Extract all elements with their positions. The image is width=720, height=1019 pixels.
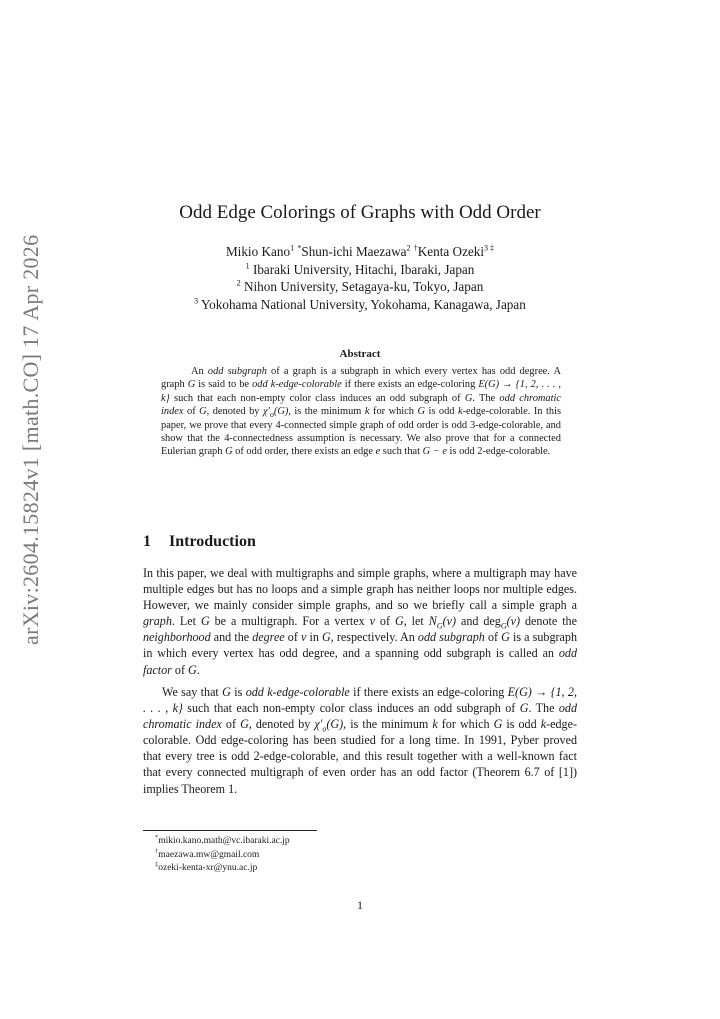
arxiv-stamp: arXiv:2604.15824v1 [math.CO] 17 Apr 2026 [18, 234, 43, 645]
section-heading: 1 Introduction [143, 533, 256, 550]
abstract-heading: Abstract [339, 348, 381, 360]
intro-paragraph-2: We say that G is odd k-edge-colorable if there exists an edge-coloring E(G) → {1, 2, . . . , k} such that each non-empty color class induces an odd subgraph of G. The odd chromatic index of G, denoted by $\chi'_o(G)$, is the minimum k for which G is odd k-edge-colorable. Odd edge-coloring has been studied for a long time. In 1991, Pyber proved that every tree is odd 2-edge-colorable, and this result together with a well-known fact that every connected multigraph of even order has an odd factor (Theorem 6.7 of [1]) implies Theorem 1. [143, 685, 577, 796]
footnote-email: *mikio.kano.math@vc.ibaraki.ac.jp [155, 833, 290, 846]
page-number: 1 [357, 898, 363, 912]
footnote-email: ‡ozeki-kenta-xr@ynu.ac.jp [155, 861, 258, 874]
footnotes [155, 835, 290, 876]
author-maezawa: Shun-ichi Maezawa [301, 244, 407, 259]
paper-title: Odd Edge Colorings of Graphs with Odd Order [179, 202, 541, 223]
abstract-text: An odd subgraph of a graph is a subgraph in which every vertex has odd degree. A graph G is said to be odd k-edge-colorable if there exists an edge-coloring E(G) → {1, 2, . . . , k} such that each non-empty color class induces an odd subgraph of G. The odd chromatic index of G, denoted by $\chi'_o(G)$, is the minimum k for which G is odd k-edge-colorable. In this paper, we prove that every 4-connected simple graph of odd order is odd 3-edge-colorable, and show that the 4-connectedness assumption is necessary. We also prove that for a connected Eulerian graph G of odd order, there exists an edge e such that G − e is odd 2-edge-colorable. [161, 366, 562, 458]
affiliation: $^3$ Yokohama National University, Yokohama, Kanagawa, Japan [194, 296, 526, 312]
author-kano: Mikio Kano [225, 244, 291, 259]
intro-paragraph-1: In this paper, we deal with multigraphs and simple graphs, where a multigraph may have multiple edges but has no loops and a simple graph has neither loops nor multiple edges. However, we mainly consider simple graphs, and so we briefly call a simple graph a graph. Let G be a multigraph. For a vertex v of G, let $N_G(v)$ and deg$_G$(v) denote the neighborhood and the degree of v in G, respectively. An odd subgraph of G is a subgraph in which every vertex has odd degree, and a spanning odd subgraph is called an odd factor of G. [143, 566, 578, 677]
affiliation: $^1$ Ibaraki University, Hitachi, Ibaraki, Japan [245, 261, 475, 277]
author-ozeki: Kenta Ozeki [417, 244, 485, 259]
author-block [143, 243, 577, 313]
author-line: Mikio Kano$^1$ *Shun-ichi Maezawa$^2$ †Kenta Ozeki$^{3 \ddagger}$ [225, 243, 495, 259]
affiliation: $^2$ Nihon University, Setagaya-ku, Tokyo, Japan [236, 278, 484, 294]
footnote-rule [143, 830, 317, 831]
footnote-email: †maezawa.mw@gmail.com [155, 847, 260, 860]
